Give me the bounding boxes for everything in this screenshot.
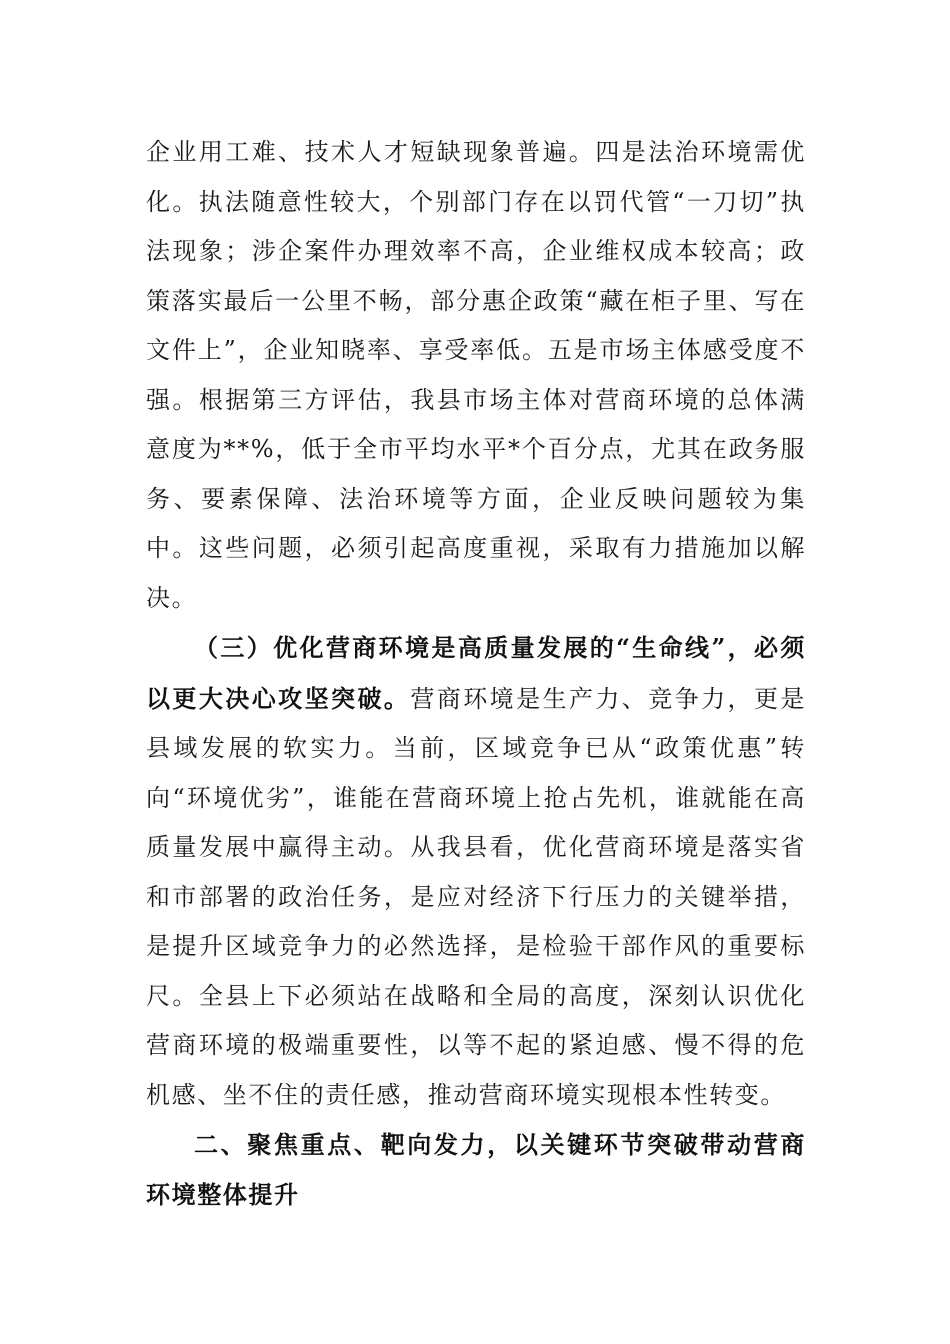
continued-paragraph: 企业用工难、技术人才短缺现象普遍。四是法治环境需优化。执法随意性较大，个别部门存在以罚代管“一刀切”执法现象；涉企案件办理效率不高，企业维权成本较高；政策落实最后一公里不畅，部分惠企政策“藏在柜子里、写在文件上”，企业知晓率、享受率低。五是市场主体感受度不强。根据第三方评估，我县市场主体对营商环境的总体满意度为**%，低于全市平均水平*个百分点，尤其在政务服务、要素保障、法治环境等方面，企业反映问题较为集中。这些问题，必须引起高度重视，采取有力措施加以解决。 (146, 138, 806, 612)
section-three-body: 营商环境是生产力、竞争力，更是县域发展的软实力。当前，区域竞争已从“政策优惠”转向“环境优劣”，谁能在营商环境上抢占先机，谁就能在高质量发展中赢得主动。从我县看，优化营商环境是落实省和市部署的政治任务，是应对经济下行压力的关键举措，是提升区域竞争力的必然选择，是检验干部作风的重要标尺。全县上下必须站在战略和全局的高度，深刻认识优化营商环境的极端重要性，以等不起的紧迫感、慢不得的危机感、坐不住的责任感，推动营商环境实现根本性转变。 (146, 684, 807, 1109)
document-body (146, 128, 806, 1219)
section-three-paragraph (146, 623, 806, 1120)
part-two-heading: 二、聚焦重点、靶向发力，以关键环节突破带动营商环境整体提升 (146, 1130, 806, 1209)
section-three-heading: （三）优化营商环境是高质量发展的“生命线”，必须以更大决心攻坚突破。 (146, 633, 806, 713)
